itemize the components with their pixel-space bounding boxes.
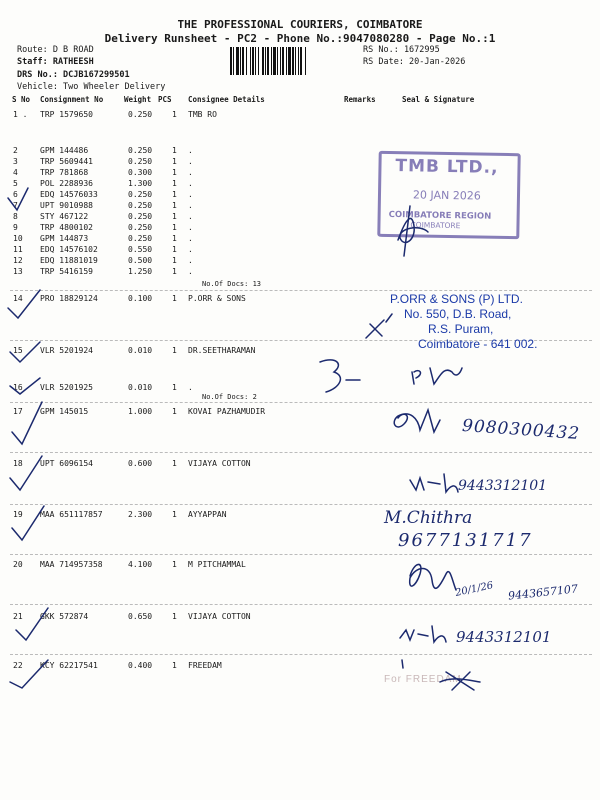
row-sno: 11 xyxy=(13,245,23,254)
row-weight: 0.250 xyxy=(128,234,153,243)
row-sno: 4 xyxy=(13,168,18,177)
row-consignment: EDQ 11881019 xyxy=(40,256,98,265)
row-consignee: . xyxy=(188,383,193,392)
row-consignee: . xyxy=(188,168,193,177)
row-consignee: . xyxy=(188,146,193,155)
handwritten-phone: 9443312101 xyxy=(456,628,552,646)
route: Route: D B ROAD xyxy=(17,45,94,55)
row-weight: 0.250 xyxy=(128,146,153,155)
row-sno: 9 xyxy=(13,223,18,232)
signature xyxy=(402,660,480,690)
col-remarks: Remarks xyxy=(344,95,376,104)
row-weight: 2.300 xyxy=(128,510,153,519)
row-weight: 0.250 xyxy=(128,223,153,232)
row-consignment: EDQ 14576033 xyxy=(40,190,98,199)
porr-stamp-line-3: R.S. Puram, xyxy=(428,322,494,336)
row-consignee: KOVAI PAZHAMUDIR xyxy=(188,407,266,416)
porr-stamp-line-2: No. 550, D.B. Road, xyxy=(404,307,512,321)
porr-stamp-line-1: P.ORR & SONS (P) LTD. xyxy=(390,292,523,306)
row-sno: 8 xyxy=(13,212,18,221)
row-weight: 4.100 xyxy=(128,560,153,569)
tmb-stamp-name: TMB LTD., xyxy=(395,156,499,178)
tmb-stamp-city: COIMBATORE xyxy=(410,220,461,231)
row-pcs: 1 xyxy=(172,168,177,177)
col-consignment: Consignment No xyxy=(40,95,104,104)
row-consignment: KCY 62217541 xyxy=(40,661,98,670)
row-weight: 0.300 xyxy=(128,168,153,177)
rs-number: RS No.: 1672995 xyxy=(363,45,440,55)
check-mark-icon xyxy=(8,290,40,318)
row-sno: 12 xyxy=(13,256,23,265)
row-pcs: 1 xyxy=(172,234,177,243)
row-pcs: 1 xyxy=(172,560,177,569)
row-consignee: DR.SEETHARAMAN xyxy=(188,346,256,355)
col-pcs: PCS xyxy=(158,95,172,104)
row-consignment: EDQ 14576102 xyxy=(40,245,98,254)
row-consignee: . xyxy=(188,157,193,166)
row-pcs: 1 xyxy=(172,190,177,199)
row-weight: 0.250 xyxy=(128,190,153,199)
signature xyxy=(412,368,462,384)
docs-count: No.Of Docs: 13 xyxy=(202,280,262,288)
handwritten-phone: 9080300432 xyxy=(461,415,581,445)
row-sno: 16 xyxy=(13,383,23,392)
row-consignment: UPT 9010988 xyxy=(40,201,93,210)
handwritten-phone: 9443312101 xyxy=(458,478,548,494)
check-mark-icon xyxy=(8,188,28,210)
row-consignee: P.ORR & SONS xyxy=(188,294,246,303)
check-mark-icon xyxy=(10,342,40,362)
row-sno: 22 xyxy=(13,661,23,670)
signature xyxy=(366,314,392,338)
row-weight: 0.650 xyxy=(128,612,153,621)
row-weight: 0.010 xyxy=(128,383,153,392)
row-consignment: VLR 5201925 xyxy=(40,383,93,392)
handwritten-name: M.Chithra xyxy=(384,508,473,528)
row-pcs: 1 xyxy=(172,510,177,519)
row-pcs: 1 xyxy=(172,459,177,468)
row-consignment: STY 467122 xyxy=(40,212,89,221)
row-consignee: VIJAYA COTTON xyxy=(188,612,251,621)
signature xyxy=(410,474,458,492)
row-weight: 0.010 xyxy=(128,346,153,355)
row-consignment: PRO 18829124 xyxy=(40,294,98,303)
row-consignment: GKK 572874 xyxy=(40,612,89,621)
row-consignee: . xyxy=(188,201,193,210)
row-sno: 10 xyxy=(13,234,23,243)
row-consignment: TRP 5416159 xyxy=(40,267,93,276)
row-sno: 14 xyxy=(13,294,23,303)
row-consignee: TMB RO xyxy=(188,110,217,119)
row-pcs: 1 xyxy=(172,157,177,166)
row-pcs: 1 xyxy=(172,661,177,670)
row-consignment: GPM 145015 xyxy=(40,407,89,416)
col-weight: Weight xyxy=(124,95,152,104)
check-mark-icon xyxy=(12,506,44,540)
row-pcs: 1 xyxy=(172,383,177,392)
row-consignee: . xyxy=(188,256,193,265)
signature xyxy=(410,564,456,590)
row-consignee: . xyxy=(188,179,193,188)
row-sno: 19 xyxy=(13,510,23,519)
row-consignment: VLR 5201924 xyxy=(40,346,93,355)
row-consignment: TRP 781868 xyxy=(40,168,89,177)
tmb-stamp-region: COIMBATORE REGION xyxy=(388,209,492,222)
row-sno: 13 xyxy=(13,267,23,276)
row-pcs: 1 xyxy=(172,179,177,188)
row-pcs: 1 xyxy=(172,212,177,221)
row-weight: 0.250 xyxy=(128,157,153,166)
document-subtitle: Delivery Runsheet - PC2 - Phone No.:9047080280 - Page No.:1 xyxy=(104,32,496,45)
row-pcs: 1 xyxy=(172,407,177,416)
row-sno: 7 xyxy=(13,201,18,210)
row-consignment: TRP 1579650 xyxy=(40,110,93,119)
row-pcs: 1 xyxy=(172,612,177,621)
row-sno: 2 xyxy=(13,146,18,155)
row-consignee: . xyxy=(188,223,193,232)
tmb-stamp-date: 20 JAN 2026 xyxy=(412,188,481,203)
row-sno: 5 xyxy=(13,179,18,188)
row-weight: 0.100 xyxy=(128,294,153,303)
row-consignment: MAA 651117857 xyxy=(40,510,103,519)
row-consignee: VIJAYA COTTON xyxy=(188,459,251,468)
row-sno: 3 xyxy=(13,157,18,166)
row-consignment: GPM 144486 xyxy=(40,146,89,155)
row-sno: 21 xyxy=(13,612,23,621)
row-weight: 0.600 xyxy=(128,459,153,468)
drs-number: DRS No.: DCJB167299501 xyxy=(17,70,130,80)
row-weight: 0.500 xyxy=(128,256,153,265)
row-weight: 1.300 xyxy=(128,179,153,188)
row-consignee: FREEDAM xyxy=(188,661,222,670)
row-weight: 0.250 xyxy=(128,212,153,221)
check-mark-icon xyxy=(16,608,48,640)
row-pcs: 1 xyxy=(172,146,177,155)
row-consignee: . xyxy=(188,267,193,276)
row-pcs: 1 xyxy=(172,223,177,232)
row-consignee: M PITCHAMMAL xyxy=(188,560,246,569)
row-weight: 0.400 xyxy=(128,661,153,670)
signature xyxy=(394,410,440,432)
document-title: THE PROFESSIONAL COURIERS, COIMBATORE xyxy=(177,18,423,31)
row-sno: 17 xyxy=(13,407,23,416)
check-mark-icon xyxy=(12,402,42,444)
freedam-stamp: For FREEDAM xyxy=(384,674,462,685)
row-sno: 18 xyxy=(13,459,23,468)
row-consignment: POL 2288936 xyxy=(40,179,93,188)
row-consignee: AYYAPPAN xyxy=(188,510,227,519)
row-consignment: GPM 144873 xyxy=(40,234,89,243)
row-weight: 0.550 xyxy=(128,245,153,254)
row-consignee: . xyxy=(188,234,193,243)
row-pcs: 1 xyxy=(172,346,177,355)
porr-stamp-line-4: Coimbatore - 641 002. xyxy=(418,337,538,351)
row-consignment: TRP 5609441 xyxy=(40,157,93,166)
row-pcs: 1 xyxy=(172,294,177,303)
row-consignment: UPT 6096154 xyxy=(40,459,93,468)
vehicle: Vehicle: Two Wheeler Delivery xyxy=(17,82,166,92)
check-mark-icon xyxy=(10,378,40,394)
row-consignee: . xyxy=(188,190,193,199)
row-weight: 1.000 xyxy=(128,407,153,416)
col-sno: S No xyxy=(12,95,31,104)
check-mark-icon xyxy=(10,456,42,490)
handwritten-phone: 9677131717 xyxy=(398,530,533,551)
handwritten-phone: 9443657107 xyxy=(507,582,579,603)
signature xyxy=(320,360,360,392)
row-consignment: MAA 714957358 xyxy=(40,560,103,569)
signature xyxy=(400,626,446,642)
row-consignee: . xyxy=(188,212,193,221)
signature xyxy=(404,206,410,256)
col-seal-signature: Seal & Signature xyxy=(402,95,475,104)
row-sno: 6 xyxy=(13,190,18,199)
row-sno: 15 xyxy=(13,346,23,355)
signature xyxy=(398,218,428,242)
row-pcs: 1 xyxy=(172,267,177,276)
docs-count: No.Of Docs: 2 xyxy=(202,393,257,401)
rs-date: RS Date: 20-Jan-2026 xyxy=(363,57,466,67)
row-pcs: 1 xyxy=(172,201,177,210)
staff: Staff: RATHEESH xyxy=(17,57,94,67)
row-weight: 1.250 xyxy=(128,267,153,276)
row-pcs: 1 xyxy=(172,256,177,265)
check-mark-icon xyxy=(10,660,48,688)
row-sno: 20 xyxy=(13,560,23,569)
row-weight: 0.250 xyxy=(128,110,153,119)
row-pcs: 1 xyxy=(172,110,177,119)
row-consignee: . xyxy=(188,245,193,254)
handwritten-date: 20/1/26 xyxy=(454,580,495,599)
row-consignment: TRP 4800102 xyxy=(40,223,93,232)
row-weight: 0.250 xyxy=(128,201,153,210)
row-sno: 1 . xyxy=(13,110,28,119)
row-pcs: 1 xyxy=(172,245,177,254)
col-consignee: Consignee Details xyxy=(188,95,265,104)
